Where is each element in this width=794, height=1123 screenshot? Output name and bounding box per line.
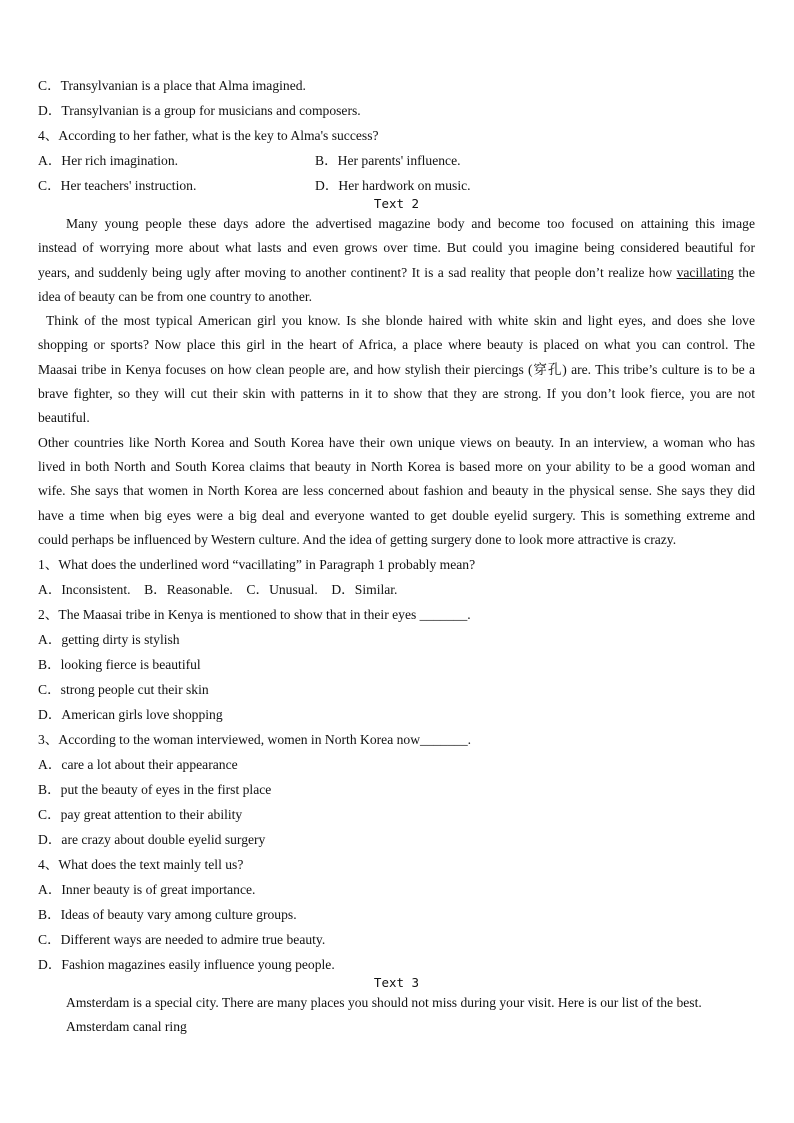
option-b: B．Ideas of beauty vary among culture groups.: [38, 907, 297, 923]
paragraph-1: [38, 212, 755, 309]
text-segment: the: [733, 264, 755, 280]
option-a: A．Inner beauty is of great importance.: [38, 882, 256, 898]
paragraph-3: [38, 431, 755, 552]
text-line: brave fighter, so they will cut their skin with patterns in it to show that they are strong. If you don’t look fierce, you are not: [38, 386, 755, 402]
text-line: idea of beauty can be from one country to another.: [38, 288, 313, 304]
text-line: shopping or sports? Now place this girl in the heart of Africa, a place where beauty is placed on what you can control. The: [38, 337, 755, 353]
text-line: Other countries like North Korea and South Korea have their own unique views on beauty. In an interview, a woman who has: [38, 434, 755, 450]
option-c: C．Her teachers' instruction.: [38, 178, 197, 193]
paragraph-2: [38, 309, 755, 430]
option-d: D．Her hardwork on music.: [315, 178, 471, 193]
option-a: A．care a lot about their appearance: [38, 757, 238, 773]
option-b: B．Her parents' influence.: [315, 153, 461, 168]
underlined-word: vacillating: [676, 264, 734, 280]
option-c: C．Different ways are needed to admire true beauty.: [38, 932, 326, 948]
option-line: D．Transylvanian is a group for musicians and composers.: [38, 103, 361, 118]
question-stem: 2、The Maasai tribe in Kenya is mentioned to show that in their eyes _______.: [38, 607, 471, 623]
question-stem: 4、What does the text mainly tell us?: [38, 857, 244, 873]
text-line: Think of the most typical American girl you know. Is she blonde haired with white skin and light eyes, and does she love: [46, 313, 755, 329]
option-a: A．Her rich imagination.: [38, 153, 179, 168]
options-row: [38, 148, 755, 173]
text-line: lived in both North and South Korea claims that beauty in North Korea is based more on your ability to be a good woman and: [38, 458, 755, 474]
question-stem: 1、What does the underlined word “vacillating” in Paragraph 1 probably mean?: [38, 557, 476, 573]
text-line: wife. She says that women in North Korea are less concerned about fashion and beauty in the physical sense. She says they did: [38, 483, 755, 499]
option-a: A．getting dirty is stylish: [38, 632, 180, 648]
options-row: [38, 173, 755, 198]
option-line: C．Transylvanian is a place that Alma imagined.: [38, 78, 306, 93]
text-line: [38, 261, 755, 285]
document-page: [38, 73, 755, 1040]
option-c: C．pay great attention to their ability: [38, 807, 243, 823]
option-d: D．American girls love shopping: [38, 707, 223, 723]
text-line: instead of worrying more about what lasts and even grows over time. But could you imagine being considered beautiful for: [38, 240, 755, 256]
question-stem: 3、According to the woman interviewed, women in North Korea now_______.: [38, 732, 472, 748]
section-heading: Text 2: [373, 196, 420, 211]
text-line: could perhaps be influenced by Western culture. And the idea of getting surgery done to look more attractive is crazy.: [38, 531, 677, 547]
text-line: Maasai tribe in Kenya focuses on how clean people are, and how stylish their piercings (穿孔) are. This tribe’s culture is to be a: [38, 361, 755, 377]
option-c: C．strong people cut their skin: [38, 682, 209, 698]
option-b: B．looking fierce is beautiful: [38, 657, 201, 673]
section-heading: Text 3: [373, 975, 420, 991]
options-row: A．Inconsistent. B．Reasonable. C．Unusual. D．Similar.: [38, 582, 398, 598]
text-line: Many young people these days adore the advertised magazine body and become too focused on attaining this image: [66, 216, 755, 231]
question-stem: 4、According to her father, what is the key to Alma's success?: [38, 128, 379, 143]
text-line: have a time when big eyes were a big deal and everyone wanted to get double eyelid surgery. This is something extreme and: [38, 507, 755, 523]
text-line: beautiful.: [38, 410, 90, 426]
option-d: D．are crazy about double eyelid surgery: [38, 832, 266, 848]
text-segment: years, and suddenly being ugly after moving to another continent? It is a sad reality that people don’t realize how: [38, 264, 677, 280]
text-line: Amsterdam is a special city. There are many places you should not miss during your visit. Here is our list of the best.: [66, 995, 702, 1011]
text-line: Amsterdam canal ring: [66, 1019, 187, 1035]
option-d: D．Fashion magazines easily influence young people.: [38, 957, 335, 973]
option-b: B．put the beauty of eyes in the first place: [38, 782, 272, 798]
